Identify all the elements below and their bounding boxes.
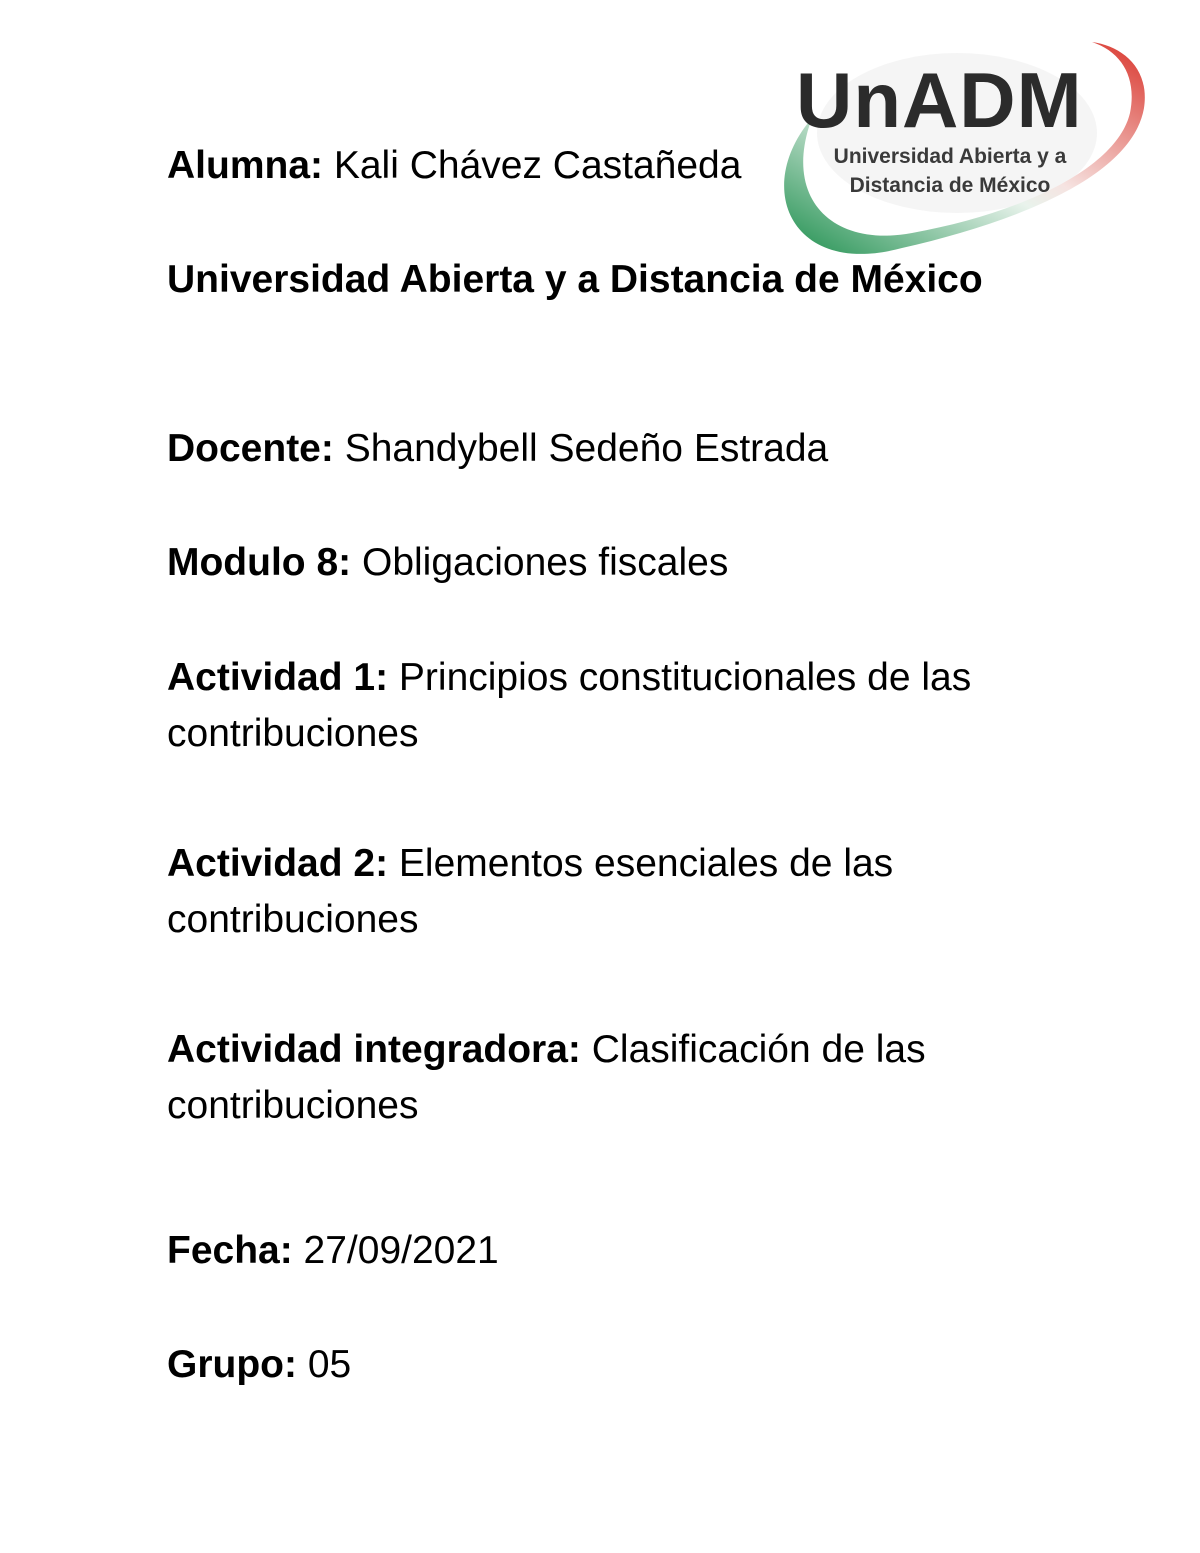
field-label: Docente: bbox=[167, 427, 334, 470]
field-label: Alumna: bbox=[167, 144, 323, 187]
field-fecha bbox=[167, 1223, 1027, 1279]
field-label: Actividad 1: bbox=[167, 656, 389, 699]
field-actividad-1 bbox=[167, 650, 997, 762]
university-name: Universidad Abierta y a Distancia de México bbox=[167, 258, 983, 301]
field-value: Obligaciones fiscales bbox=[361, 541, 729, 584]
field-label: Grupo: bbox=[167, 1343, 297, 1386]
field-modulo bbox=[167, 535, 1027, 591]
field-value: 27/09/2021 bbox=[303, 1229, 499, 1272]
field-grupo bbox=[167, 1337, 1027, 1393]
field-value: Shandybell Sedeño Estrada bbox=[344, 427, 829, 470]
field-label: Actividad 2: bbox=[167, 842, 389, 885]
logo-subtitle: Universidad Abierta y a Distancia de México bbox=[833, 145, 1067, 197]
field-value: Elementos esenciales de las contribuciones bbox=[167, 842, 894, 941]
field-value: 05 bbox=[307, 1343, 352, 1386]
field-docente bbox=[167, 421, 1027, 477]
field-label: Modulo 8: bbox=[167, 541, 352, 584]
logo-name: UnADM bbox=[796, 56, 1083, 144]
field-value: Clasificación de las contribuciones bbox=[167, 1028, 926, 1127]
field-value: Principios constitucionales de las contribuciones bbox=[167, 656, 972, 755]
field-label: Actividad integradora: bbox=[167, 1028, 581, 1071]
field-actividad-integradora bbox=[167, 1022, 1017, 1134]
field-label: Fecha: bbox=[167, 1229, 293, 1272]
field-value: Kali Chávez Castañeda bbox=[333, 144, 742, 187]
field-actividad-2 bbox=[167, 836, 987, 948]
field-alumna bbox=[167, 138, 1027, 194]
